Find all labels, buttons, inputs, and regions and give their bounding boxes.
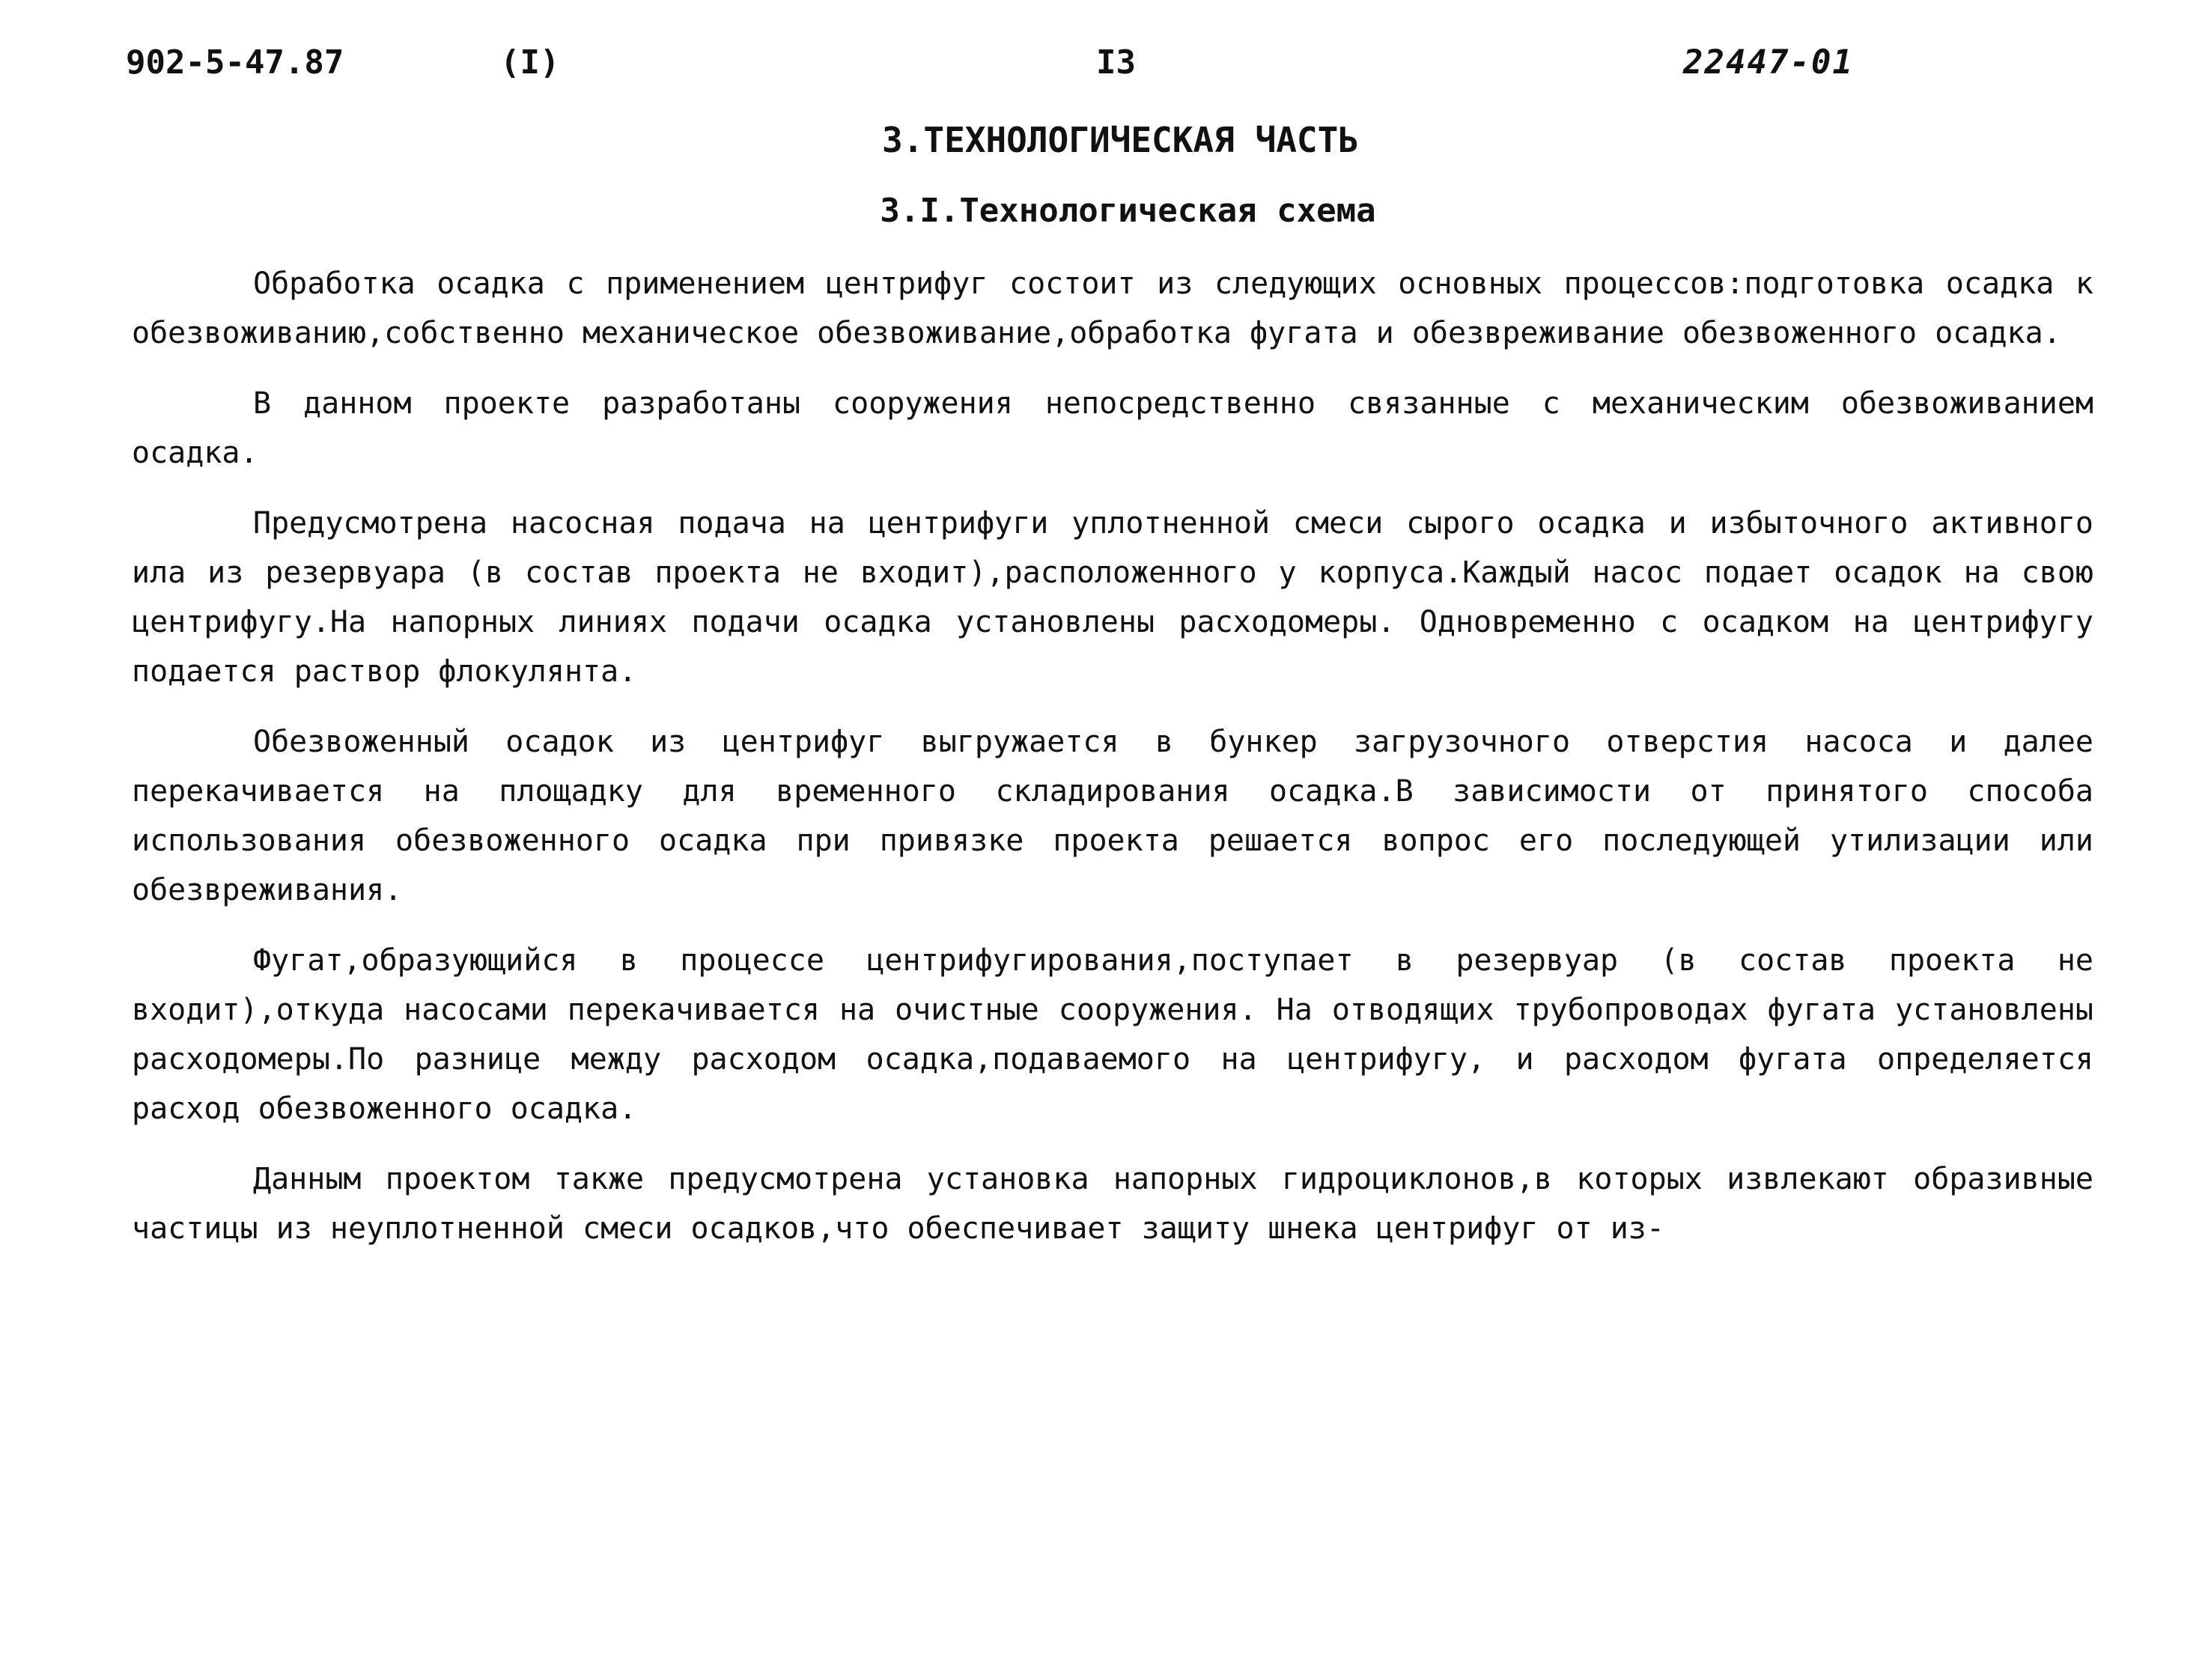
paragraph: Обезвоженный осадок из центрифуг выгружается в бункер загрузочного отверстия насоса и далее перекачивается на площадку для временного складирования осадка.В зависимости от принятого способа использования обезвоженного осадка при привязке проекта решается вопрос его последующей утилизации или обезвреживания. — [132, 725, 2093, 907]
subsection-title: 3.I.Технологическая схема — [880, 192, 1376, 230]
page-header — [0, 43, 2211, 96]
paragraph: Фугат,образующийся в процессе центрифугирования,поступает в резервуар (в состав проекта не входит),откуда насосами перекачивается на очистные сооружения. На отводящих трубопроводах фугата установлены расходомеры.По разнице между расходом осадка,подаваемого на центрифугу, и расходом фугата определяется расход обезвоженного осадка. — [132, 943, 2093, 1126]
document-body — [132, 259, 2093, 1274]
paragraph: Предусмотрена насосная подача на центрифуги уплотненной смеси сырого осадка и избыточного активного ила из резервуара (в состав проекта не входит),расположенного у корпуса.Каждый насос подает осадок на свою центрифугу.На напорных линиях подачи осадка установлены расходомеры. Одновременно с осадком на центрифугу подается раствор флокулянта. — [132, 506, 2093, 689]
part-number: (I) — [500, 43, 560, 82]
inventory-number: 22447-01 — [1683, 43, 1854, 82]
paragraph: Обработка осадка с применением центрифуг состоит из следующих основных процессов:подготовка осадка к обезвоживанию,собственно механическое обезвоживание,обработка фугата и обезвреживание обезвоженного осадка. — [132, 267, 2093, 350]
page-number: I3 — [1096, 43, 1136, 82]
document-code: 902-5-47.87 — [126, 43, 344, 82]
paragraph: Данным проектом также предусмотрена установка напорных гидроциклонов,в которых извлекают образивные частицы из неуплотненной смеси осадков,что обеспечивает защиту шнека центрифуг от из- — [132, 1162, 2093, 1246]
section-title: 3.ТЕХНОЛОГИЧЕСКАЯ ЧАСТЬ — [882, 120, 1359, 160]
paragraph: В данном проекте разработаны сооружения непосредственно связанные с механическим обезвоживанием осадка. — [132, 386, 2093, 470]
